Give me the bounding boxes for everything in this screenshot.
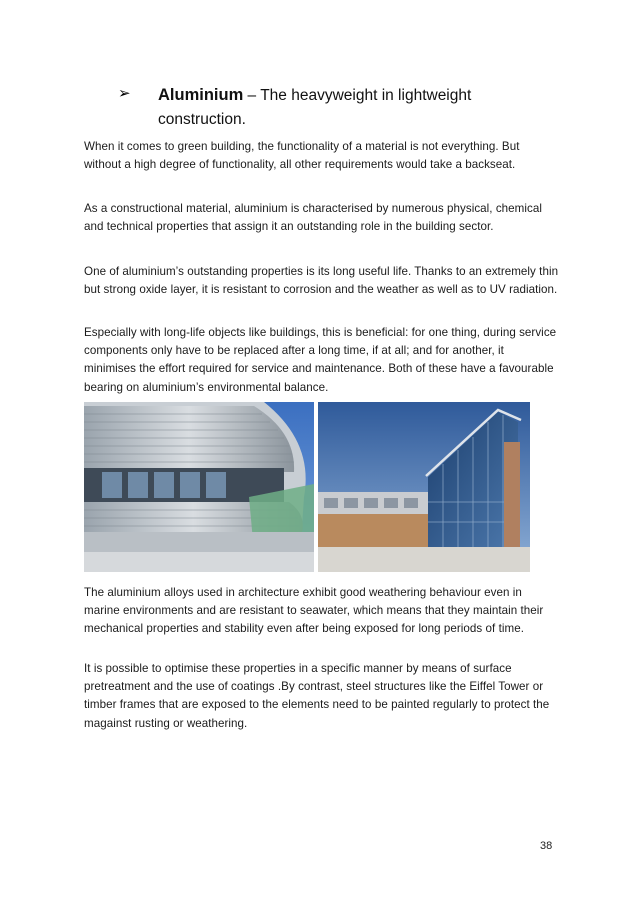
glass-building-photo: [318, 402, 530, 572]
paragraph-marine-environments: The aluminium alloys used in architecture exhibit good weathering behaviour even in marine environments and are resistant to seawater, which means that they maintain their mechanical properties and stability even after being exposed for long periods of time.: [84, 586, 544, 636]
glass-building-illustration: [318, 402, 530, 572]
paragraph-green-building: When it comes to green building, the functionality of a material is not everything. But without a high degree of functionality, all other requirements would take a backseat.: [84, 140, 520, 172]
paragraph-surface-pretreatment: It is possible to optimise these properties in a specific manner by means of surface pretreatment and the use of coatings .By contrast, steel structures like the Eiffel Tower or timber frames that are exposed to the elements need to be painted regularly to protect the magainst rusting or weathering.: [84, 662, 550, 730]
heading-title: Aluminium: [158, 86, 244, 104]
section-heading: [118, 83, 588, 132]
heading-subtitle-line1: – The heavyweight in lightweight: [243, 87, 472, 104]
arrowhead-bullet-icon: ➢: [118, 84, 131, 102]
heading-subtitle-line2: construction.: [158, 111, 246, 128]
heading-text: [158, 83, 518, 132]
curved-facade-illustration: [84, 402, 314, 572]
curved-facade-photo: [84, 402, 314, 572]
paragraph-useful-life: One of aluminium’s outstanding properties is its long useful life. Thanks to an extremely thin but strong oxide layer, it is resistant to corrosion and the weather as well as to UV radiation.: [84, 265, 559, 297]
paragraph-long-life-objects: Especially with long-life objects like buildings, this is beneficial: for one thing, during service components only have to be replaced after a long time, if at all; and for another, it minimises the effort required for service and maintenance. Both of these have a favourable bearing on aluminium’s environmental balance.: [84, 326, 557, 394]
page-number: 38: [540, 840, 553, 852]
paragraph-constructional-material: As a constructional material, aluminium is characterised by numerous physical, chemical and technical properties that assign it an outstanding role in the building sector.: [84, 202, 542, 234]
